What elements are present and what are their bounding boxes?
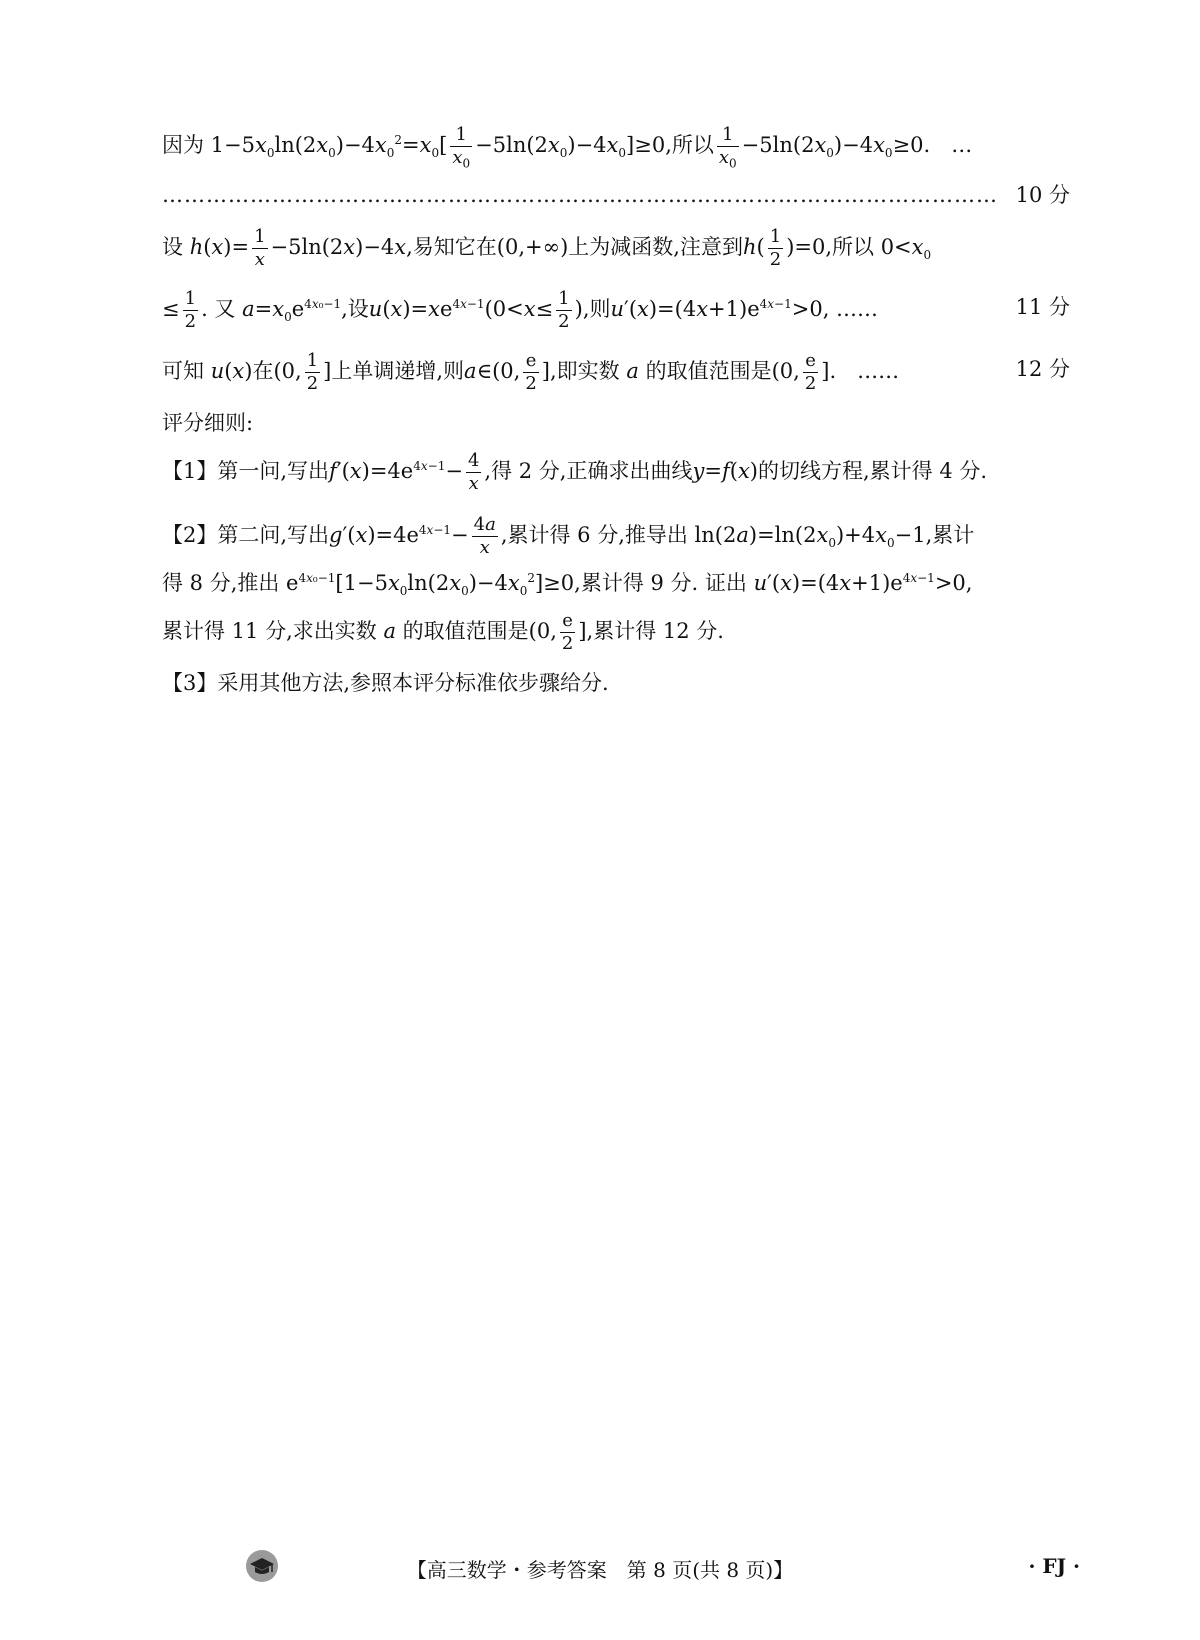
rule-2-i: 的取值范围是 bbox=[402, 619, 529, 643]
fraction: $\frac{e}{2}$ bbox=[561, 610, 574, 654]
rule-2-j: ,累计得 12 分. bbox=[586, 619, 724, 643]
text-because: 因为 bbox=[162, 133, 204, 157]
text-range: ,即实数 bbox=[550, 359, 620, 383]
fraction: $\frac{1}{x}$ bbox=[254, 226, 266, 270]
score-12: 12 分 bbox=[1015, 357, 1070, 381]
rule-2-e: −1,累计 bbox=[894, 523, 975, 547]
fraction: $\frac{4a}{x}$ bbox=[473, 514, 496, 558]
text-so2: ,所以 0< bbox=[825, 235, 912, 259]
text-decreasing: ,易知它在(0,+∞)上为减函数,注意到 bbox=[406, 235, 743, 259]
fraction: $\frac{1}{x_0}$ bbox=[452, 124, 471, 171]
footer-title: 【高三数学・参考答案 第 8 页(共 8 页)】 bbox=[406, 1558, 794, 1582]
text-range2: 的取值范围是 bbox=[645, 359, 772, 383]
dotted-leader: …………………………………………………………………………………………………… bbox=[162, 183, 998, 207]
text-then: ,则 bbox=[582, 297, 611, 321]
rule-2-line-2: 得 8 分,推出 $e^{4x_0-1}[1-5x_0\ln(2x_0)-4x_0^2]\ge 0$,累计得 9 分. 证出 $u'(x)=(4x+1)e^{4x-1}>0$, bbox=[162, 571, 973, 599]
fraction: $\frac{1}{2}$ bbox=[558, 288, 570, 332]
fraction: $\frac{1}{x_0}$ bbox=[718, 124, 737, 171]
text-knowing: 可知 bbox=[162, 359, 204, 383]
rule-2-h: 累计得 11 分,求出实数 bbox=[162, 619, 377, 643]
page-footer bbox=[0, 1548, 1200, 1588]
rule-2-f: 得 8 分,推出 e bbox=[162, 571, 299, 595]
solution-line-1: 因为 $1-5x_0\ln(2x_0)-4x_0^2=x_0$[ $\frac{1}{x_0}$ $-5\ln(2x_0)-4x_0]\ge 0$,所以 $\frac{1}{x_0}$ $-5\ln(2x_0)-4x_0\ge 0$. … bbox=[162, 124, 973, 171]
rule-1: 【1】第一问,写出$f'(x)=4e^{4x-1}-$ $\frac{4}{x}$ ,得 2 分,正确求出曲线y=f(x)的切线方程,累计得 4 分. bbox=[162, 450, 988, 494]
fraction: $\frac{1}{2}$ bbox=[184, 288, 197, 332]
rule-2-line-3: 累计得 11 分,求出实数 a 的取值范围是(0, $\frac{e}{2}$ ],累计得 12 分. bbox=[162, 610, 724, 654]
text-also: . 又 bbox=[201, 297, 236, 321]
rule-2-d: )+4 bbox=[835, 523, 876, 547]
rule-3: 【3】采用其他方法,参照本评分标准依步骤给分. bbox=[162, 671, 609, 695]
text-monotone: 上单调递增,则 bbox=[331, 359, 465, 383]
solution-line-3: 设 h(x)= $\frac{1}{x}$ −5ln(2x)−4x,易知它在(0,+∞)上为减函数,注意到h( $\frac{1}{2}$ )=0,所以 $0<x_0$ bbox=[162, 226, 932, 270]
footer-region-code: · FJ · bbox=[1028, 1554, 1080, 1578]
rule-2-c: )=ln(2 bbox=[748, 523, 817, 547]
score-11: 11 分 bbox=[1015, 295, 1070, 319]
text-so: ,所以 bbox=[665, 133, 714, 157]
rule-1-mid: ,得 2 分,正确求出曲线 bbox=[484, 459, 693, 483]
fraction: $\frac{1}{2}$ bbox=[306, 350, 319, 394]
rule-2-label: 【2】第二问,写出 bbox=[162, 523, 330, 547]
leader-line bbox=[162, 178, 1070, 212]
rule-1-end: 的切线方程,累计得 4 分. bbox=[757, 459, 988, 483]
rule-1-label: 【1】第一问,写出 bbox=[162, 459, 330, 483]
fraction: $\frac{1}{2}$ bbox=[769, 226, 782, 270]
solution-line-4: ≤ $\frac{1}{2}$ . 又 $a=x_0e^{4x_0-1}$,设$u(x)=xe^{4x-1}(0<x\le$ $\frac{1}{2}$ ),则$u'(x)=(4x+1)e^{4x-1}>0$, …… 11 分 bbox=[162, 288, 1070, 332]
scoring-title: 评分细则: bbox=[162, 411, 254, 435]
score-10: 10 分 bbox=[1015, 183, 1070, 207]
text-set-h: 设 bbox=[162, 235, 183, 259]
fraction: $\frac{e}{2}$ bbox=[525, 350, 537, 394]
rule-2-g: ,累计得 9 分. 证出 bbox=[574, 571, 747, 595]
rule-2-b: ,累计得 6 分,推导出 ln(2 bbox=[500, 523, 737, 547]
rule-2-line-1: 【2】第二问,写出$g'(x)=4e^{4x-1}-$ $\frac{4a}{x}$ ,累计得 6 分,推导出 $\ln(2a)=\ln(2x_0)+4x_0-1$,累计 bbox=[162, 514, 975, 558]
fraction: $\frac{e}{2}$ bbox=[804, 350, 817, 394]
text-set-u: ,设 bbox=[341, 297, 369, 321]
solution-line-5: 可知 u(x)在(0, $\frac{1}{2}$ ]上单调递增,则a∈(0, $\frac{e}{2}$ ],即实数 a 的取值范围是(0, $\frac{e}{2}$ ]. …… 12 分 bbox=[162, 350, 1070, 394]
fraction: $\frac{4}{x}$ bbox=[467, 450, 480, 494]
